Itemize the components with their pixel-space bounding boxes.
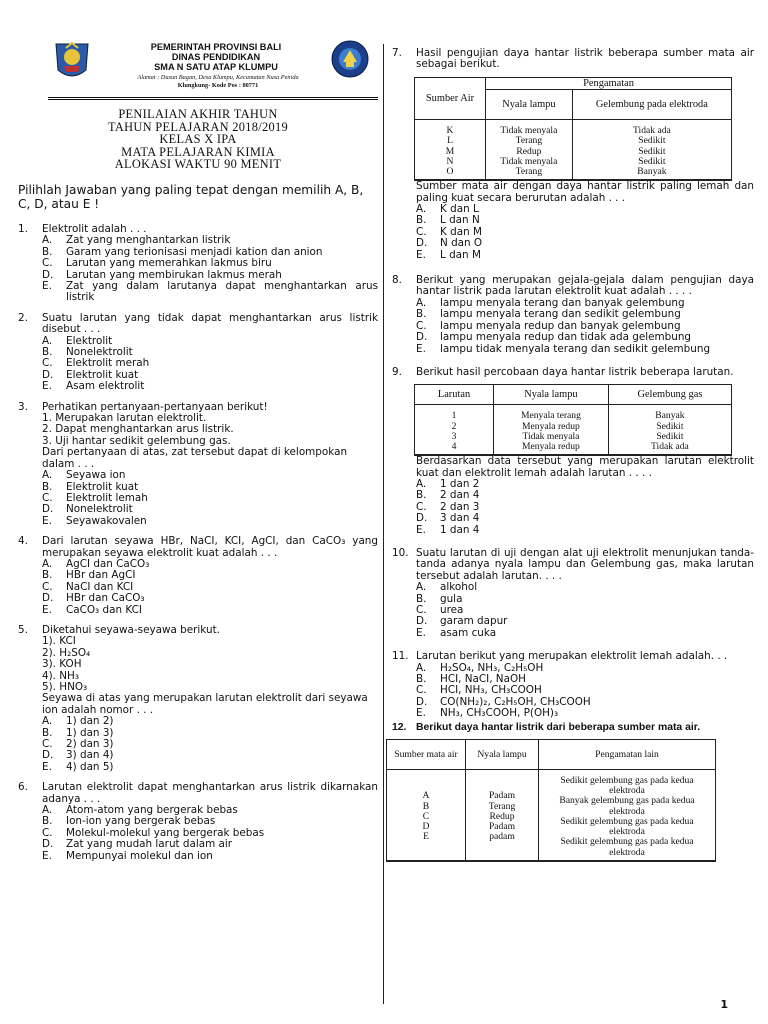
option-letter: C. bbox=[42, 826, 53, 839]
option-text: Elektrolit kuat bbox=[66, 480, 139, 493]
question-number: 8. bbox=[392, 274, 402, 287]
question-statement: Seyawa di atas yang merupakan larutan elektrolit dari seyawa ion adalah nomor . . . bbox=[42, 692, 368, 716]
option-text: Elektrolit merah bbox=[66, 357, 150, 370]
option-text: lampu menyala terang dan banyak gelembung bbox=[440, 296, 685, 309]
answer-option bbox=[18, 281, 378, 304]
option-text: L dan M bbox=[440, 248, 481, 261]
option-letter: D. bbox=[42, 268, 54, 281]
table-cell: Redup bbox=[516, 145, 542, 157]
q9-header-larutan: Larutan bbox=[415, 385, 494, 405]
option-text: lampu menyala redup dan tidak ada gelembung bbox=[440, 331, 692, 344]
option-letter: E. bbox=[416, 626, 426, 639]
option-letter: B. bbox=[42, 346, 53, 359]
table-cell: padam bbox=[489, 831, 515, 843]
option-letter: B. bbox=[416, 673, 427, 686]
table-cell: Sedikit gelembung gas pada kedua elektroda bbox=[560, 815, 694, 838]
answer-option bbox=[392, 238, 754, 249]
option-text: gula bbox=[440, 592, 463, 605]
option-letter: B. bbox=[416, 308, 427, 321]
option-letter: A. bbox=[416, 661, 427, 674]
option-letter: B. bbox=[42, 726, 53, 739]
title-line3: KELAS X IPA bbox=[159, 132, 237, 147]
question-2 bbox=[18, 313, 378, 393]
option-text: NaCI dan KCI bbox=[66, 580, 134, 593]
question-1 bbox=[18, 224, 378, 304]
option-letter: E. bbox=[416, 342, 426, 355]
table-cell: Tidak ada bbox=[651, 440, 689, 452]
table-cell: Terang bbox=[515, 166, 543, 178]
option-letter: B. bbox=[42, 815, 53, 828]
question-number: 9. bbox=[392, 365, 402, 378]
table-cell: A bbox=[422, 790, 430, 802]
option-text: Mempunyai molekul dan ion bbox=[66, 849, 213, 862]
option-letter: A. bbox=[42, 469, 53, 482]
question-statement: 1. Merupakan larutan elektrolit. bbox=[42, 412, 207, 425]
option-letter: E. bbox=[42, 603, 52, 616]
option-text: Larutan yang membirukan lakmus merah bbox=[66, 268, 282, 281]
option-text: HCI, NaCI, NaOH bbox=[440, 673, 526, 686]
table-cell: Sedikit gelembung gas pada kedua elektroda bbox=[560, 775, 694, 797]
answer-option bbox=[18, 258, 378, 269]
q9-header-gelembung: Gelembung gas bbox=[608, 385, 731, 405]
table-cell: Tidak menyala bbox=[500, 155, 558, 167]
option-text: K dan L bbox=[440, 203, 479, 216]
left-questions bbox=[18, 224, 378, 862]
q7-header-nyala: Nyala lampu bbox=[486, 90, 573, 120]
question-statement: Dari pertanyaan di atas, zat tersebut dapat di kelompokan dalam . . . bbox=[42, 446, 348, 470]
option-text: lampu menyala terang dan sedikit gelembung bbox=[440, 308, 681, 321]
title-line1: PENILAIAN AKHIR TAHUN bbox=[118, 107, 278, 121]
q7-header-pengamatan: Pengamatan bbox=[486, 77, 732, 89]
answer-option bbox=[18, 762, 378, 773]
question-statement: 5). HNO₃ bbox=[42, 681, 88, 693]
table-cell: Terang bbox=[488, 800, 516, 812]
address-text: Alamat : Dusun Bagan, Desa Klumpu, Kecamatan Nusa Penida bbox=[137, 74, 299, 81]
answer-option bbox=[18, 593, 378, 604]
question-statement: 1). KCI bbox=[42, 635, 76, 648]
option-letter: A. bbox=[42, 334, 53, 347]
question-number: 12. bbox=[392, 721, 407, 733]
table-cell: Redup bbox=[489, 810, 515, 822]
option-text: 2) dan 3) bbox=[66, 738, 114, 751]
question-number: 4. bbox=[18, 535, 28, 548]
answer-option bbox=[18, 470, 378, 481]
question-11 bbox=[392, 651, 754, 719]
question-text: Hasil pengujian daya hantar listrik beberapa sumber mata air sebagai berikut. bbox=[416, 47, 754, 71]
q7-table bbox=[414, 77, 732, 181]
table-cell: Padam bbox=[488, 820, 516, 832]
option-text: Atom-atom yang bergerak bebas bbox=[66, 804, 238, 817]
option-text: 3) dan 4) bbox=[66, 749, 114, 762]
option-letter: E. bbox=[42, 514, 52, 527]
option-text: L dan N bbox=[440, 214, 480, 227]
option-text: Molekul-molekul yang bergerak bebas bbox=[66, 826, 265, 839]
letterhead-title bbox=[106, 42, 326, 72]
q12-col-nyala bbox=[466, 770, 539, 861]
option-letter: C. bbox=[416, 500, 427, 513]
option-letter: B. bbox=[42, 245, 53, 258]
option-text: asam cuka bbox=[440, 626, 497, 639]
table-cell: Sedikit gelembung gas pada kedua elektroda bbox=[560, 836, 694, 858]
option-text: lampu tidak menyala terang dan sedikit gelembung bbox=[440, 342, 711, 355]
option-letter: B. bbox=[416, 592, 427, 605]
q12-col-sumber bbox=[387, 770, 466, 861]
question-statement: 2). H₂SO₄ bbox=[42, 646, 91, 659]
answer-option bbox=[392, 250, 754, 261]
answer-option bbox=[18, 381, 378, 392]
option-letter: A. bbox=[416, 477, 427, 490]
option-letter: A. bbox=[42, 557, 53, 570]
answer-option bbox=[392, 513, 754, 524]
instruction: Pilihlah Jawaban yang paling tepat dengan memilih A, B, C, D, atau E ! bbox=[18, 182, 364, 212]
question-10 bbox=[392, 548, 754, 639]
table-cell: L bbox=[447, 135, 453, 147]
answer-option bbox=[392, 525, 754, 536]
option-text: lampu menyala redup dan banyak gelembung bbox=[440, 319, 681, 332]
q7-col-gelembung bbox=[572, 120, 731, 180]
q9-options bbox=[392, 479, 754, 536]
bali-province-logo-icon bbox=[52, 40, 92, 84]
option-letter: E. bbox=[42, 849, 52, 862]
question-number: 10. bbox=[392, 546, 409, 559]
option-letter: A. bbox=[416, 203, 427, 216]
option-text: urea bbox=[440, 604, 464, 617]
option-text: 2 dan 4 bbox=[440, 489, 480, 502]
option-text: Ion-ion yang bergerak bebas bbox=[66, 815, 216, 828]
answer-option bbox=[18, 504, 378, 515]
question-text: Diketahui seyawa-seyawa berikut. bbox=[42, 623, 220, 636]
table-cell: Tidak menyala bbox=[500, 125, 558, 137]
title-line5: ALOKASI WAKTU 90 MENIT bbox=[114, 157, 282, 172]
question-text: Dari larutan seyawa HBr, NaCI, KCI, AgCI, dan CaCO₃ yang merupakan seyawa elektrolit kuat adalah . . . bbox=[42, 535, 378, 559]
answer-option bbox=[392, 582, 754, 593]
option-letter: D. bbox=[416, 331, 428, 344]
letterhead-line3: SMA N SATU ATAP KLUMPU bbox=[154, 62, 278, 72]
option-letter: E. bbox=[42, 760, 52, 773]
table-cell: C bbox=[422, 810, 430, 822]
table-cell: Sedikit bbox=[638, 135, 666, 147]
question-number: 7. bbox=[392, 47, 402, 59]
option-letter: D. bbox=[416, 237, 428, 250]
exam-title bbox=[18, 108, 378, 171]
question-4 bbox=[18, 536, 378, 616]
question-5 bbox=[18, 625, 378, 773]
question-number: 3. bbox=[18, 400, 28, 413]
option-letter: B. bbox=[416, 214, 427, 227]
option-text: 1 dan 4 bbox=[440, 523, 480, 536]
option-text: AgCI dan CaCO₃ bbox=[66, 557, 150, 570]
answer-option bbox=[18, 851, 378, 862]
q12-col-lain bbox=[539, 770, 716, 861]
question-text: Elektrolit adalah . . . bbox=[42, 222, 147, 235]
option-letter: D. bbox=[416, 615, 428, 628]
option-letter: E. bbox=[416, 523, 426, 536]
question-line bbox=[18, 313, 378, 336]
option-letter: C. bbox=[42, 738, 53, 751]
table-cell: Tidak menyala bbox=[522, 430, 580, 442]
table-cell: O bbox=[446, 166, 454, 178]
q12-table bbox=[386, 739, 716, 862]
option-text: Elektrolit bbox=[66, 334, 113, 347]
table-cell: D bbox=[422, 820, 430, 832]
option-letter: E. bbox=[416, 248, 426, 261]
q9-col-larutan bbox=[415, 405, 494, 455]
postal-text: Klungkung- Kode Pos : 80771 bbox=[177, 81, 259, 89]
option-letter: B. bbox=[42, 569, 53, 582]
option-letter: C. bbox=[42, 580, 53, 593]
title-line2: TAHUN PELAJARAN 2018/2019 bbox=[108, 119, 288, 134]
letterhead-line1: PEMERINTAH PROVINSI BALI bbox=[150, 42, 282, 52]
question-number: 2. bbox=[18, 311, 28, 324]
table-cell: 3 bbox=[451, 430, 457, 442]
question-8 bbox=[392, 275, 754, 355]
q9-table bbox=[414, 384, 732, 456]
option-text: CaCO₃ dan KCI bbox=[66, 603, 142, 616]
answer-option bbox=[392, 309, 754, 320]
table-cell: E bbox=[423, 831, 429, 843]
question-line bbox=[18, 782, 378, 805]
option-letter: E. bbox=[42, 280, 52, 292]
option-letter: E. bbox=[42, 380, 52, 393]
option-text: Garam yang terionisasi menjadi kation dan anion bbox=[66, 245, 323, 258]
option-text: Asam elektrolit bbox=[66, 380, 145, 393]
option-text: Elektrolit lemah bbox=[66, 491, 148, 504]
answer-option bbox=[18, 605, 378, 616]
q9-col-nyala bbox=[494, 405, 609, 455]
title-line4: MATA PELAJARAN KIMIA bbox=[121, 144, 275, 159]
question-line bbox=[18, 536, 378, 559]
letterhead-rule-thin bbox=[48, 99, 378, 100]
question-12 bbox=[392, 722, 754, 862]
question-text: Suatu larutan yang tidak dapat menghantarkan arus listrik disebut . . . bbox=[42, 311, 378, 336]
table-cell: Banyak bbox=[637, 166, 667, 178]
option-letter: D. bbox=[416, 695, 428, 708]
answer-option bbox=[392, 708, 754, 719]
option-text: alkohol bbox=[440, 581, 478, 594]
question-statement: 3. Uji hantar sedikit gelembung gas. bbox=[42, 434, 231, 447]
q9-header-nyala: Nyala lampu bbox=[494, 385, 609, 405]
q7-options bbox=[392, 204, 754, 261]
option-letter: C. bbox=[42, 357, 53, 370]
option-letter: D. bbox=[42, 368, 54, 381]
table-cell: Sedikit bbox=[656, 420, 684, 432]
option-text: N dan O bbox=[440, 237, 483, 250]
option-letter: D. bbox=[42, 749, 54, 762]
answer-option bbox=[392, 344, 754, 355]
school-logo-icon bbox=[330, 38, 370, 82]
option-letter: C. bbox=[416, 225, 427, 238]
table-cell: Sedikit bbox=[638, 155, 666, 167]
option-text: Elektrolit kuat bbox=[66, 368, 139, 381]
letterhead bbox=[18, 38, 378, 96]
option-letter: A. bbox=[416, 581, 427, 594]
q10-options bbox=[392, 582, 754, 639]
table-cell: Banyak bbox=[655, 410, 685, 422]
option-text: 3 dan 4 bbox=[440, 512, 480, 525]
letterhead-rule-thick bbox=[48, 97, 378, 98]
question-continuation: Sumber mata air dengan daya hantar listrik paling lemah dan paling kuat secara berurutan adalah . . . bbox=[416, 180, 754, 204]
q11-options bbox=[392, 663, 754, 720]
option-letter: A. bbox=[42, 715, 53, 728]
q7-header-sumber: Sumber Air bbox=[415, 77, 486, 119]
option-text: Seyawa ion bbox=[66, 469, 126, 482]
question-number: 11. bbox=[392, 650, 409, 663]
option-letter: C. bbox=[42, 491, 53, 504]
option-letter: C. bbox=[42, 257, 53, 270]
option-letter: A. bbox=[42, 234, 53, 247]
question-statement: 4). NH₃ bbox=[42, 669, 80, 682]
right-column bbox=[392, 48, 754, 862]
option-text: H₂SO₄, NH₃, C₂H₅OH bbox=[440, 661, 544, 674]
question-text: Larutan berikut yang merupakan elektrolit lemah adalah. . . bbox=[416, 650, 728, 663]
question-6 bbox=[18, 782, 378, 862]
table-cell: Tidak ada bbox=[633, 125, 671, 137]
column-divider bbox=[383, 44, 384, 1004]
question-statement: 2. Dapat menghantarkan arus listrik. bbox=[42, 423, 234, 436]
option-text: 1) dan 3) bbox=[66, 726, 114, 739]
q12-header-sumber: Sumber mata air bbox=[387, 740, 466, 770]
table-cell: Sedikit bbox=[638, 145, 666, 157]
option-letter: C. bbox=[416, 684, 427, 697]
answer-option bbox=[392, 332, 754, 343]
question-text: Perhatikan pertanyaan-pertanyaan berikut! bbox=[42, 400, 268, 413]
table-cell: 1 bbox=[451, 410, 457, 422]
option-text: Seyawakovalen bbox=[66, 514, 147, 527]
option-text: 4) dan 5) bbox=[66, 760, 114, 773]
option-letter: A. bbox=[416, 296, 427, 309]
option-letter: B. bbox=[42, 480, 53, 493]
table-cell: Menyala redup bbox=[522, 440, 580, 452]
option-text: 1 dan 2 bbox=[440, 477, 480, 490]
question-text: Berikut daya hantar listrik dari beberapa sumber mata air. bbox=[416, 721, 701, 733]
question-text: Larutan elektrolit dapat menghantarkan arus listrik dikarnakan adanya . . . bbox=[42, 781, 378, 805]
letterhead-line2: DINAS PENDIDIKAN bbox=[171, 52, 261, 62]
table-cell: B bbox=[422, 800, 430, 812]
table-cell: N bbox=[446, 155, 454, 167]
answer-option bbox=[18, 716, 378, 727]
question-text: Suatu larutan di uji dengan alat uji elektrolit menunjukan tanda-tanda adanya nyala lampu dan Gelembung gas, maka larutan tersebut adalah larutan. . . . bbox=[416, 546, 754, 582]
question-text: Berikut hasil percobaan daya hantar listrik beberapa larutan. bbox=[416, 365, 734, 378]
option-letter: C. bbox=[416, 604, 427, 617]
option-text: Zat yang menghantarkan listrik bbox=[66, 234, 231, 247]
q12-header-lain: Pengamatan lain bbox=[539, 740, 716, 770]
option-text: Nonelektrolit bbox=[66, 503, 133, 516]
answer-option bbox=[18, 516, 378, 527]
q7-col-nyala bbox=[486, 120, 573, 180]
q7-col-sumber bbox=[415, 120, 486, 180]
table-cell: Banyak gelembung gas pada kedua elektroda bbox=[559, 795, 695, 817]
option-text: 1) dan 2) bbox=[66, 715, 114, 728]
table-cell: Sedikit bbox=[656, 430, 684, 442]
option-text: Larutan yang memerahkan lakmus biru bbox=[66, 257, 272, 270]
q9-col-gelembung bbox=[608, 405, 731, 455]
table-cell: K bbox=[446, 125, 454, 137]
option-text: K dan M bbox=[440, 225, 482, 238]
table-cell: M bbox=[445, 145, 455, 157]
page-number: 1 bbox=[720, 998, 728, 1011]
question-number: 6. bbox=[18, 781, 28, 794]
left-column bbox=[18, 38, 378, 862]
option-letter: D. bbox=[42, 838, 54, 851]
option-text: Nonelektrolit bbox=[66, 346, 133, 359]
question-text: Berikut yang merupakan gejala-gejala dalam pengujian daya hantar listrik pada larutan elektrolit kuat adalah . . . . bbox=[416, 274, 754, 298]
table-cell: Terang bbox=[515, 135, 543, 147]
q8-options bbox=[392, 298, 754, 355]
q12-header-nyala: Nyala lampu bbox=[466, 740, 539, 770]
option-text: HCI, NH₃, CH₃COOH bbox=[440, 684, 542, 697]
question-number: 5. bbox=[18, 623, 28, 636]
option-letter: B. bbox=[416, 489, 427, 502]
option-text: NH₃, CH₃COOH, P(OH)₃ bbox=[440, 707, 559, 720]
option-text: CO(NH₂)₂, C₂H₅OH, CH₃COOH bbox=[440, 695, 591, 708]
answer-option bbox=[392, 628, 754, 639]
option-letter: E. bbox=[416, 707, 426, 720]
q7-header-gelembung: Gelembung pada elektroda bbox=[572, 90, 731, 120]
question-7 bbox=[392, 48, 754, 261]
option-letter: C. bbox=[416, 319, 427, 332]
question-9 bbox=[392, 367, 754, 536]
question-3 bbox=[18, 402, 378, 527]
option-letter: D. bbox=[42, 592, 54, 605]
option-text: HBr dan CaCO₃ bbox=[66, 592, 145, 605]
table-cell: 2 bbox=[451, 420, 457, 432]
answer-option bbox=[18, 839, 378, 850]
option-text: Zat yang dalam larutanya dapat menghantarkan arus listrik bbox=[66, 280, 378, 304]
table-cell: Padam bbox=[488, 790, 516, 802]
option-letter: A. bbox=[42, 804, 53, 817]
question-continuation: Berdasarkan data tersebut yang merupakan larutan elektrolit kuat dan elektrolit lemah adalah larutan . . . . bbox=[416, 455, 754, 479]
option-text: 2 dan 3 bbox=[440, 500, 480, 513]
option-text: HBr dan AgCI bbox=[66, 569, 136, 582]
table-cell: Menyala terang bbox=[520, 410, 581, 422]
question-number: 1. bbox=[18, 222, 28, 235]
option-letter: D. bbox=[42, 503, 54, 516]
option-letter: D. bbox=[416, 512, 428, 525]
table-cell: Menyala redup bbox=[522, 420, 580, 432]
option-text: Zat yang mudah larut dalam air bbox=[66, 838, 233, 851]
table-cell: 4 bbox=[451, 440, 457, 452]
question-statement: 3). KOH bbox=[42, 658, 82, 671]
option-text: garam dapur bbox=[440, 615, 508, 628]
letterhead-address bbox=[88, 74, 348, 89]
